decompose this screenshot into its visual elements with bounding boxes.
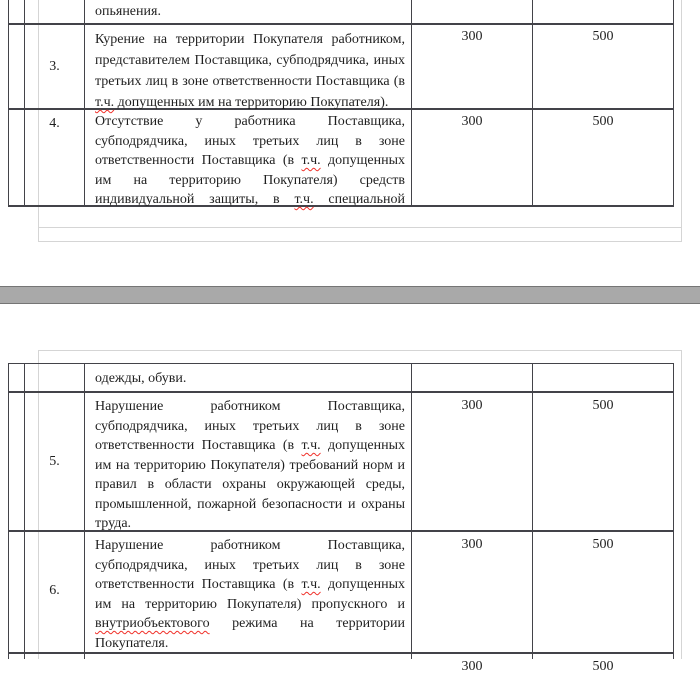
- table-border: [8, 391, 674, 393]
- penalty-first-cell[interactable]: 300: [461, 114, 483, 129]
- description-cell[interactable]: [95, 369, 405, 389]
- page-separator: [0, 286, 700, 304]
- text-boundary-line: [681, 350, 682, 659]
- penalty-repeat-cell[interactable]: 500: [592, 659, 614, 674]
- description-line: ответственности Поставщика (в т.ч. допущенных: [95, 577, 405, 592]
- description-line: ответственности Поставщика (в т.ч. допущенных: [95, 438, 405, 453]
- description-line: ответственности Поставщика (в т.ч. допущенных: [95, 153, 405, 168]
- description-cell[interactable]: [95, 536, 405, 653]
- text-boundary-line: [38, 350, 682, 351]
- misspelled-word: т.ч.: [301, 153, 321, 168]
- description-line: индивидуальной защиты, в т.ч. специальной: [95, 192, 405, 207]
- description-cell[interactable]: [95, 1, 405, 22]
- description-line: Нарушение работником Поставщика,: [95, 538, 405, 553]
- table-border: [673, 363, 674, 659]
- penalty-first-cell[interactable]: 300: [461, 659, 483, 674]
- description-line: внутриобъектового режима на территории: [95, 616, 405, 631]
- text-boundary-line: [38, 350, 39, 659]
- description-line: Покупателя.: [95, 635, 169, 651]
- description-line: промышленной, пожарной безопасности и охраны: [95, 496, 405, 512]
- description-line: опьянения.: [95, 4, 161, 19]
- table-border: [24, 0, 25, 207]
- description-line: Отсутствие у работника Поставщика,: [95, 114, 405, 129]
- table-border: [8, 23, 674, 25]
- table-border: [673, 0, 674, 207]
- text-boundary-line: [38, 241, 682, 242]
- row-number-cell[interactable]: 5.: [49, 454, 60, 469]
- description-line: субподрядчика, иных третьих лиц в зоне: [95, 557, 405, 573]
- row-number-cell[interactable]: 4.: [49, 116, 60, 131]
- misspelled-word: т.ч.: [95, 95, 115, 110]
- description-line: правил в области охраны окружающей среды,: [95, 477, 405, 492]
- description-line: Курение на территории Покупателя работником,: [95, 32, 405, 47]
- penalty-repeat-cell[interactable]: 500: [592, 398, 614, 413]
- description-line: труда.: [95, 516, 132, 531]
- table-border: [8, 363, 674, 364]
- description-line: субподрядчика, иных третьих лиц в зоне: [95, 418, 405, 434]
- misspelled-word: внутриобъектового: [95, 616, 210, 631]
- description-line: Нарушение работником Поставщика,: [95, 399, 405, 414]
- penalty-repeat-cell[interactable]: 500: [592, 29, 614, 44]
- description-line: им на территорию Покупателя) средств: [95, 172, 405, 188]
- description-line: им на территорию Покупателя) требований норм и: [95, 457, 405, 473]
- table-border: [8, 0, 9, 207]
- description-cell[interactable]: [95, 397, 405, 534]
- misspelled-word: т.ч.: [301, 438, 321, 453]
- table-border: [84, 363, 85, 659]
- row-number-cell[interactable]: 3.: [49, 59, 60, 74]
- text-boundary-line: [38, 227, 682, 228]
- penalty-first-cell[interactable]: 300: [461, 537, 483, 552]
- description-cell[interactable]: [95, 29, 405, 113]
- description-line: субподрядчика, иных третьих лиц в зоне: [95, 133, 405, 149]
- description-cell[interactable]: [95, 112, 405, 210]
- description-line: третьих лиц в зоне ответственности Поставщика (в: [95, 74, 405, 89]
- table-border: [8, 363, 9, 659]
- penalty-repeat-cell[interactable]: 500: [592, 537, 614, 552]
- description-line: т.ч. допущенных им на территорию Покупателя).: [95, 95, 389, 110]
- penalty-first-cell[interactable]: 300: [461, 398, 483, 413]
- penalty-first-cell[interactable]: 300: [461, 29, 483, 44]
- description-line: одежды, обуви.: [95, 371, 187, 386]
- penalty-repeat-cell[interactable]: 500: [592, 114, 614, 129]
- misspelled-word: т.ч.: [301, 577, 321, 592]
- description-line: представителем Поставщика, субподрядчика, иных: [95, 53, 405, 68]
- row-number-cell[interactable]: 6.: [49, 583, 60, 598]
- table-border: [24, 363, 25, 659]
- misspelled-word: т.ч.: [294, 192, 314, 207]
- table-border: [84, 0, 85, 207]
- text-boundary-line: [681, 0, 682, 241]
- description-line: им на территорию Покупателя) пропускного и: [95, 596, 405, 612]
